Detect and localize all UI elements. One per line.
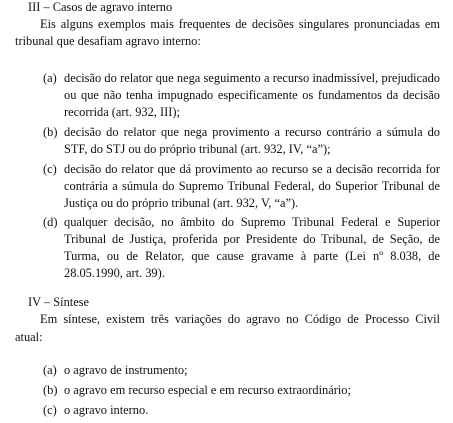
list-item-c-line-3: Justiça ou do próprio tribunal (art. 932, V, “a”). (64, 196, 299, 210)
section-heading-iii: III – Casos de agravo interno (28, 0, 173, 14)
list-item-c-line-2: contrária a súmula do Supremo Tribunal Federal, do Superior Tribunal de (64, 179, 440, 193)
list-item-c-line-1: decisão do relator que dá provimento ao recurso se a decisão recorrida for (64, 162, 440, 176)
list-item-label-a: (a) (43, 71, 57, 85)
list-item-label-c: (c) (43, 403, 57, 417)
list-item-label-d: (d) (43, 215, 58, 229)
list-item-a-line-2: ou que não tenha impugnado especificamente os fundamentos da decisão (64, 88, 440, 102)
list-item-d-line-4: 28.05.1990, art. 39). (64, 266, 165, 280)
section-heading-iv: IV – Síntese (28, 295, 90, 309)
section-iii-intro-line-2: tribunal que desafiam agravo interno: (15, 34, 201, 48)
list-item-label-c: (c) (43, 162, 57, 176)
list-item-b-line-2: STF, do STJ ou do próprio tribunal (art. 932, IV, “a”); (64, 142, 331, 156)
list-item-text: o agravo interno. (64, 403, 149, 417)
list-item-d-line-1: qualquer decisão, no âmbito do Supremo Tribunal Federal e Superior (64, 215, 440, 229)
section-iv-intro-line-1: Em síntese, existem três variações do agravo no Código de Processo Civil (40, 312, 440, 326)
list-item-label-b: (b) (43, 383, 58, 397)
list-item-a-line-3: recorrida (art. 932, III); (64, 105, 180, 119)
list-item-a-line-1: decisão do relator que nega seguimento a recurso inadmissível, prejudicado (64, 71, 440, 85)
list-item-d-line-2: Tribunal de Justiça, proferida por Presidente do Tribunal, de Seção, de (64, 232, 440, 246)
list-item-text: o agravo em recurso especial e em recurso extraordinário; (64, 383, 351, 397)
list-item-text: o agravo de instrumento; (64, 363, 188, 377)
list-item-d-line-3: Turma, ou de Relator, que cause gravame à parte (Lei nº 8.038, de (64, 249, 440, 263)
section-iii-intro-line-1: Eis alguns exemplos mais frequentes de decisões singulares pronunciadas em (40, 17, 440, 31)
list-item-label-b: (b) (43, 125, 58, 139)
section-iv-intro-line-2: atual: (15, 330, 43, 344)
list-item-label-a: (a) (43, 363, 57, 377)
list-item-b-line-1: decisão do relator que nega provimento a recurso contrário a súmula do (64, 125, 440, 139)
